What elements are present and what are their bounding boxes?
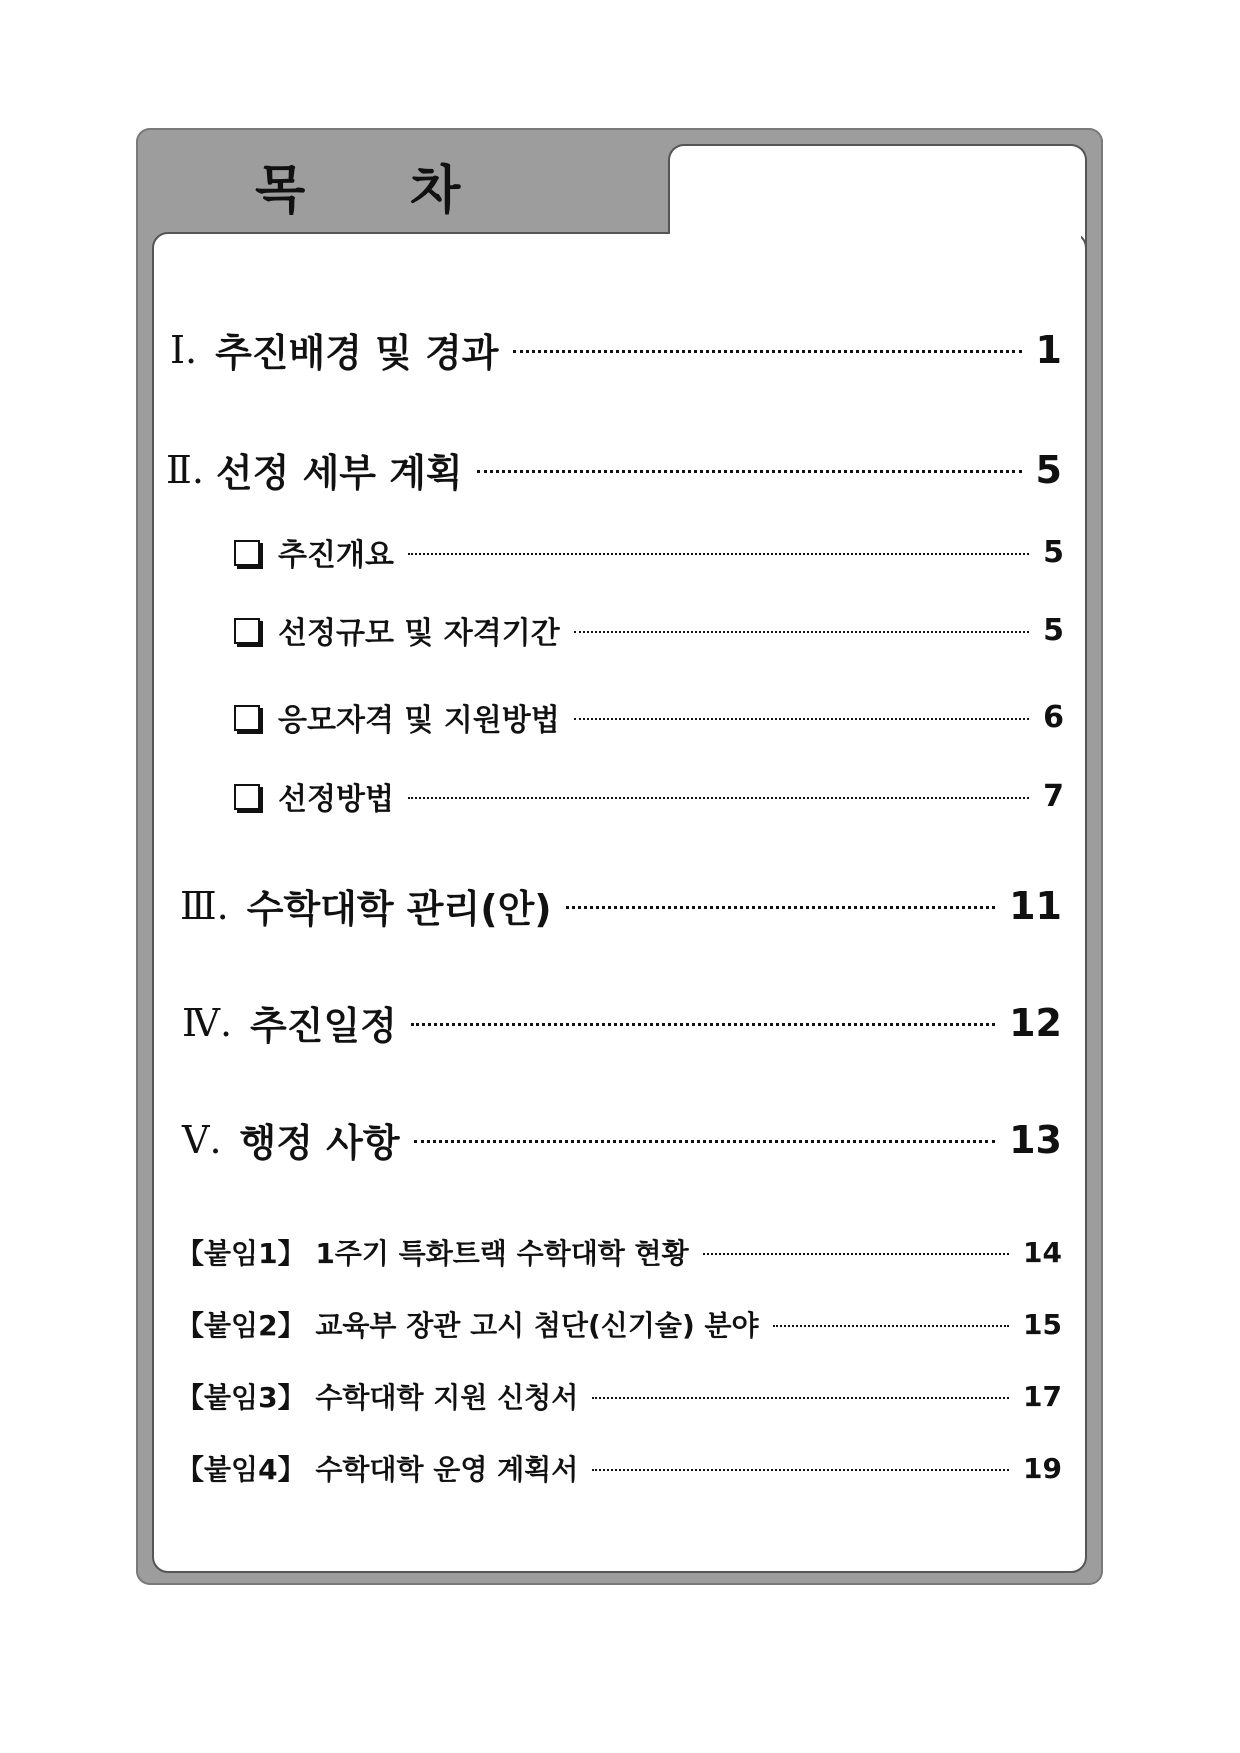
toc-subsection-4[interactable] — [234, 774, 1064, 818]
toc-attachment-3[interactable] — [176, 1376, 1062, 1416]
attachment-label: 【붙임4】 수학대학 운영 계획서 — [176, 1453, 579, 1486]
dot-leader — [566, 906, 995, 909]
toc-subsection-2[interactable] — [234, 608, 1064, 652]
dot-leader — [574, 631, 1029, 633]
section-label: 선정 세부 계획 — [215, 451, 463, 495]
dot-leader — [592, 1397, 1009, 1399]
toc-section-1[interactable] — [170, 322, 1062, 377]
toc-attachment-4[interactable] — [176, 1448, 1062, 1488]
dot-leader — [408, 797, 1029, 799]
page-number: 5 — [1043, 534, 1064, 570]
dot-leader — [513, 350, 1022, 353]
page-number: 1 — [1035, 327, 1062, 372]
title-char-1: 목 — [255, 161, 306, 221]
toc-attachment-1[interactable] — [176, 1232, 1062, 1272]
attachment-label: 【붙임1】 1주기 특화트랙 수학대학 현황 — [176, 1237, 689, 1270]
toc-section-5[interactable] — [182, 1112, 1062, 1167]
toc-section-4[interactable] — [182, 995, 1062, 1050]
toc-subsection-1[interactable] — [234, 530, 1064, 574]
subsection-label: 선정규모 및 자격기간 — [278, 616, 560, 651]
dot-leader — [414, 1140, 996, 1143]
title-char-2: 차 — [410, 161, 461, 221]
section-label: 추진배경 및 경과 — [215, 331, 499, 375]
page-number: 19 — [1023, 1451, 1062, 1485]
checkbox-bullet-icon — [234, 784, 260, 810]
toc-subsection-3[interactable] — [234, 695, 1064, 739]
page-number: 13 — [1009, 1117, 1062, 1162]
page-number: 11 — [1009, 883, 1062, 928]
checkbox-bullet-icon — [234, 540, 260, 566]
dot-leader — [592, 1469, 1009, 1471]
subsection-label: 선정방법 — [278, 782, 394, 817]
section-numeral: Ⅱ. — [166, 447, 204, 492]
toc-attachment-2[interactable] — [176, 1304, 1062, 1344]
page-number: 14 — [1023, 1235, 1062, 1269]
dot-leader — [408, 553, 1029, 555]
section-numeral: Ⅴ. — [182, 1117, 222, 1162]
dot-leader — [773, 1325, 1009, 1327]
section-numeral: Ⅲ. — [180, 883, 229, 928]
dot-leader — [411, 1023, 995, 1026]
section-label: 추진일정 — [250, 1004, 397, 1048]
toc-section-2[interactable] — [166, 442, 1062, 497]
section-numeral: Ⅳ. — [182, 1000, 233, 1045]
section-label: 수학대학 관리(안) — [246, 887, 552, 931]
dot-leader — [574, 718, 1029, 720]
page-number: 12 — [1009, 1000, 1062, 1045]
section-label: 행정 사항 — [239, 1121, 400, 1165]
dot-leader — [703, 1253, 1009, 1255]
checkbox-bullet-icon — [234, 618, 260, 644]
page-number: 17 — [1023, 1379, 1062, 1413]
page-number: 6 — [1043, 699, 1064, 735]
toc-section-3[interactable] — [180, 878, 1062, 933]
section-numeral: Ⅰ. — [170, 327, 198, 372]
dot-leader — [477, 470, 1022, 473]
page-number: 5 — [1035, 447, 1062, 492]
subsection-label: 응모자격 및 지원방법 — [278, 703, 560, 738]
page-number: 15 — [1023, 1307, 1062, 1341]
page-number: 7 — [1043, 778, 1064, 814]
attachment-label: 【붙임3】 수학대학 지원 신청서 — [176, 1381, 579, 1414]
page-number: 5 — [1043, 612, 1064, 648]
checkbox-bullet-icon — [234, 705, 260, 731]
attachment-label: 【붙임2】 교육부 장관 고시 첨단(신기술) 분야 — [176, 1309, 759, 1342]
subsection-label: 추진개요 — [278, 538, 394, 573]
